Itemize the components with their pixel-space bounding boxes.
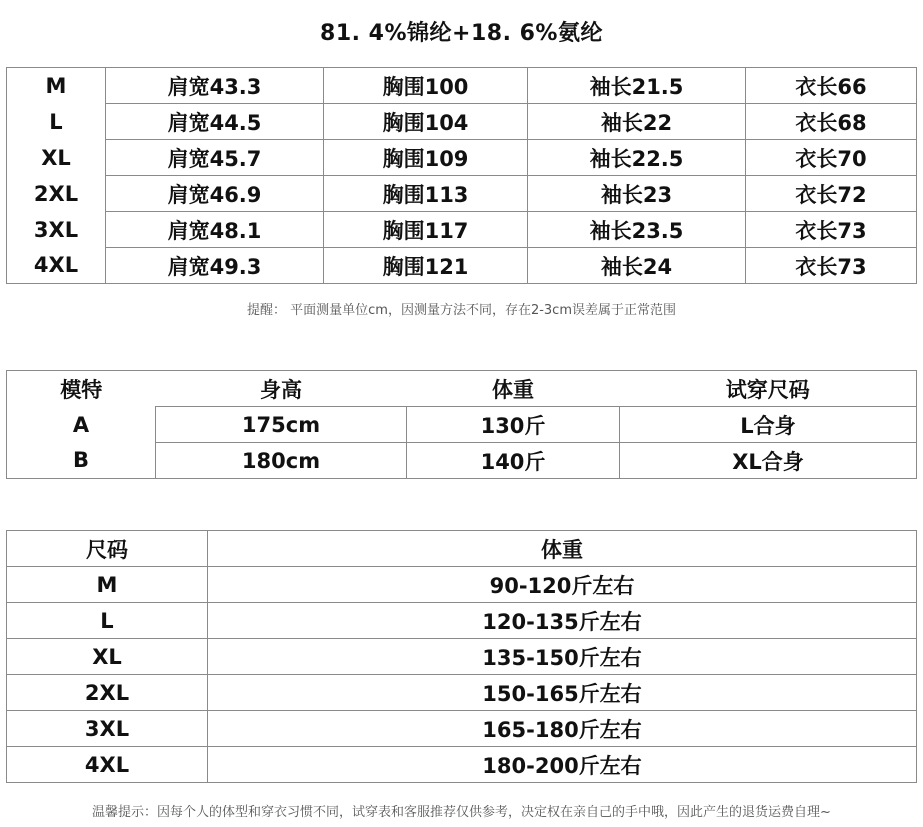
model-weight: 130斤: [407, 407, 620, 443]
model-weight: 140斤: [407, 443, 620, 479]
chest-measure: 胸围109: [324, 140, 528, 176]
size-label: 4XL: [33, 253, 79, 278]
sleeve-length: 袖长21.5: [528, 68, 746, 104]
size-chart-table: [6, 67, 917, 284]
model-label: A: [72, 412, 90, 437]
weight-range: 180-200斤左右: [208, 747, 917, 783]
chest-measure: 胸围121: [324, 248, 528, 284]
table-row: [7, 407, 917, 443]
table-row: [7, 140, 917, 176]
table-row: [7, 176, 917, 212]
sleeve-length: 袖长22.5: [528, 140, 746, 176]
sleeve-length: 袖长24: [528, 248, 746, 284]
size-label: M: [45, 73, 67, 98]
sleeve-length: 袖长23.5: [528, 212, 746, 248]
weight-range: 135-150斤左右: [208, 639, 917, 675]
garment-length: 衣长73: [746, 212, 917, 248]
shoulder-width: 肩宽49.3: [106, 248, 324, 284]
shoulder-width: 肩宽48.1: [106, 212, 324, 248]
garment-length: 衣长72: [746, 176, 917, 212]
model-height: 180cm: [156, 443, 407, 479]
sleeve-length: 袖长22: [528, 104, 746, 140]
header-weight: 体重: [492, 377, 534, 402]
table-header-row: [7, 371, 917, 407]
fabric-composition-title: 81. 4%锦纶+18. 6%氨纶: [320, 21, 603, 46]
table-row: [7, 248, 917, 284]
warm-reminder-note: 温馨提示：因每个人的体型和穿衣习惯不同，试穿表和客服推荐仅供参考，决定权在亲自己的手中哦，因此产生的退货运费自理~: [92, 805, 831, 820]
chest-measure: 胸围117: [324, 212, 528, 248]
header-size: 尺码: [7, 531, 208, 567]
shoulder-width: 肩宽46.9: [106, 176, 324, 212]
model-fit: XL合身: [620, 443, 917, 479]
table-row: [7, 603, 917, 639]
chest-measure: 胸围104: [324, 104, 528, 140]
weight-range: 120-135斤左右: [208, 603, 917, 639]
model-fit: L合身: [620, 407, 917, 443]
table-row: [7, 711, 917, 747]
size-label: 2XL: [33, 181, 79, 206]
size-label: 2XL: [7, 675, 208, 711]
shoulder-width: 肩宽43.3: [106, 68, 324, 104]
table-header-row: [7, 531, 917, 567]
size-label: M: [7, 567, 208, 603]
size-weight-table: [6, 530, 917, 783]
weight-range: 150-165斤左右: [208, 675, 917, 711]
measurement-note: 提醒： 平面测量单位cm，因测量方法不同，存在2-3cm误差属于正常范围: [247, 303, 676, 318]
garment-length: 衣长66: [746, 68, 917, 104]
header-fit-size: 试穿尺码: [725, 377, 810, 402]
table-row: [7, 68, 917, 104]
table-row: [7, 567, 917, 603]
shoulder-width: 肩宽45.7: [106, 140, 324, 176]
header-weight: 体重: [208, 531, 917, 567]
weight-range: 90-120斤左右: [208, 567, 917, 603]
model-fit-table: [6, 370, 917, 479]
size-label: 3XL: [33, 217, 79, 242]
model-label: B: [72, 448, 89, 473]
table-row: [7, 212, 917, 248]
table-row: [7, 639, 917, 675]
weight-range: 165-180斤左右: [208, 711, 917, 747]
garment-length: 衣长70: [746, 140, 917, 176]
header-height: 身高: [260, 377, 302, 402]
size-label: 4XL: [7, 747, 208, 783]
shoulder-width: 肩宽44.5: [106, 104, 324, 140]
table-row: [7, 443, 917, 479]
table-row: [7, 675, 917, 711]
garment-length: 衣长68: [746, 104, 917, 140]
sleeve-length: 袖长23: [528, 176, 746, 212]
table-row: [7, 747, 917, 783]
model-height: 175cm: [156, 407, 407, 443]
size-label: L: [7, 603, 208, 639]
chest-measure: 胸围113: [324, 176, 528, 212]
size-label: XL: [7, 639, 208, 675]
chest-measure: 胸围100: [324, 68, 528, 104]
size-label: 3XL: [7, 711, 208, 747]
size-label: XL: [41, 145, 71, 170]
table-row: [7, 104, 917, 140]
size-label: L: [49, 109, 63, 134]
header-model: 模特: [60, 377, 103, 402]
garment-length: 衣长73: [746, 248, 917, 284]
